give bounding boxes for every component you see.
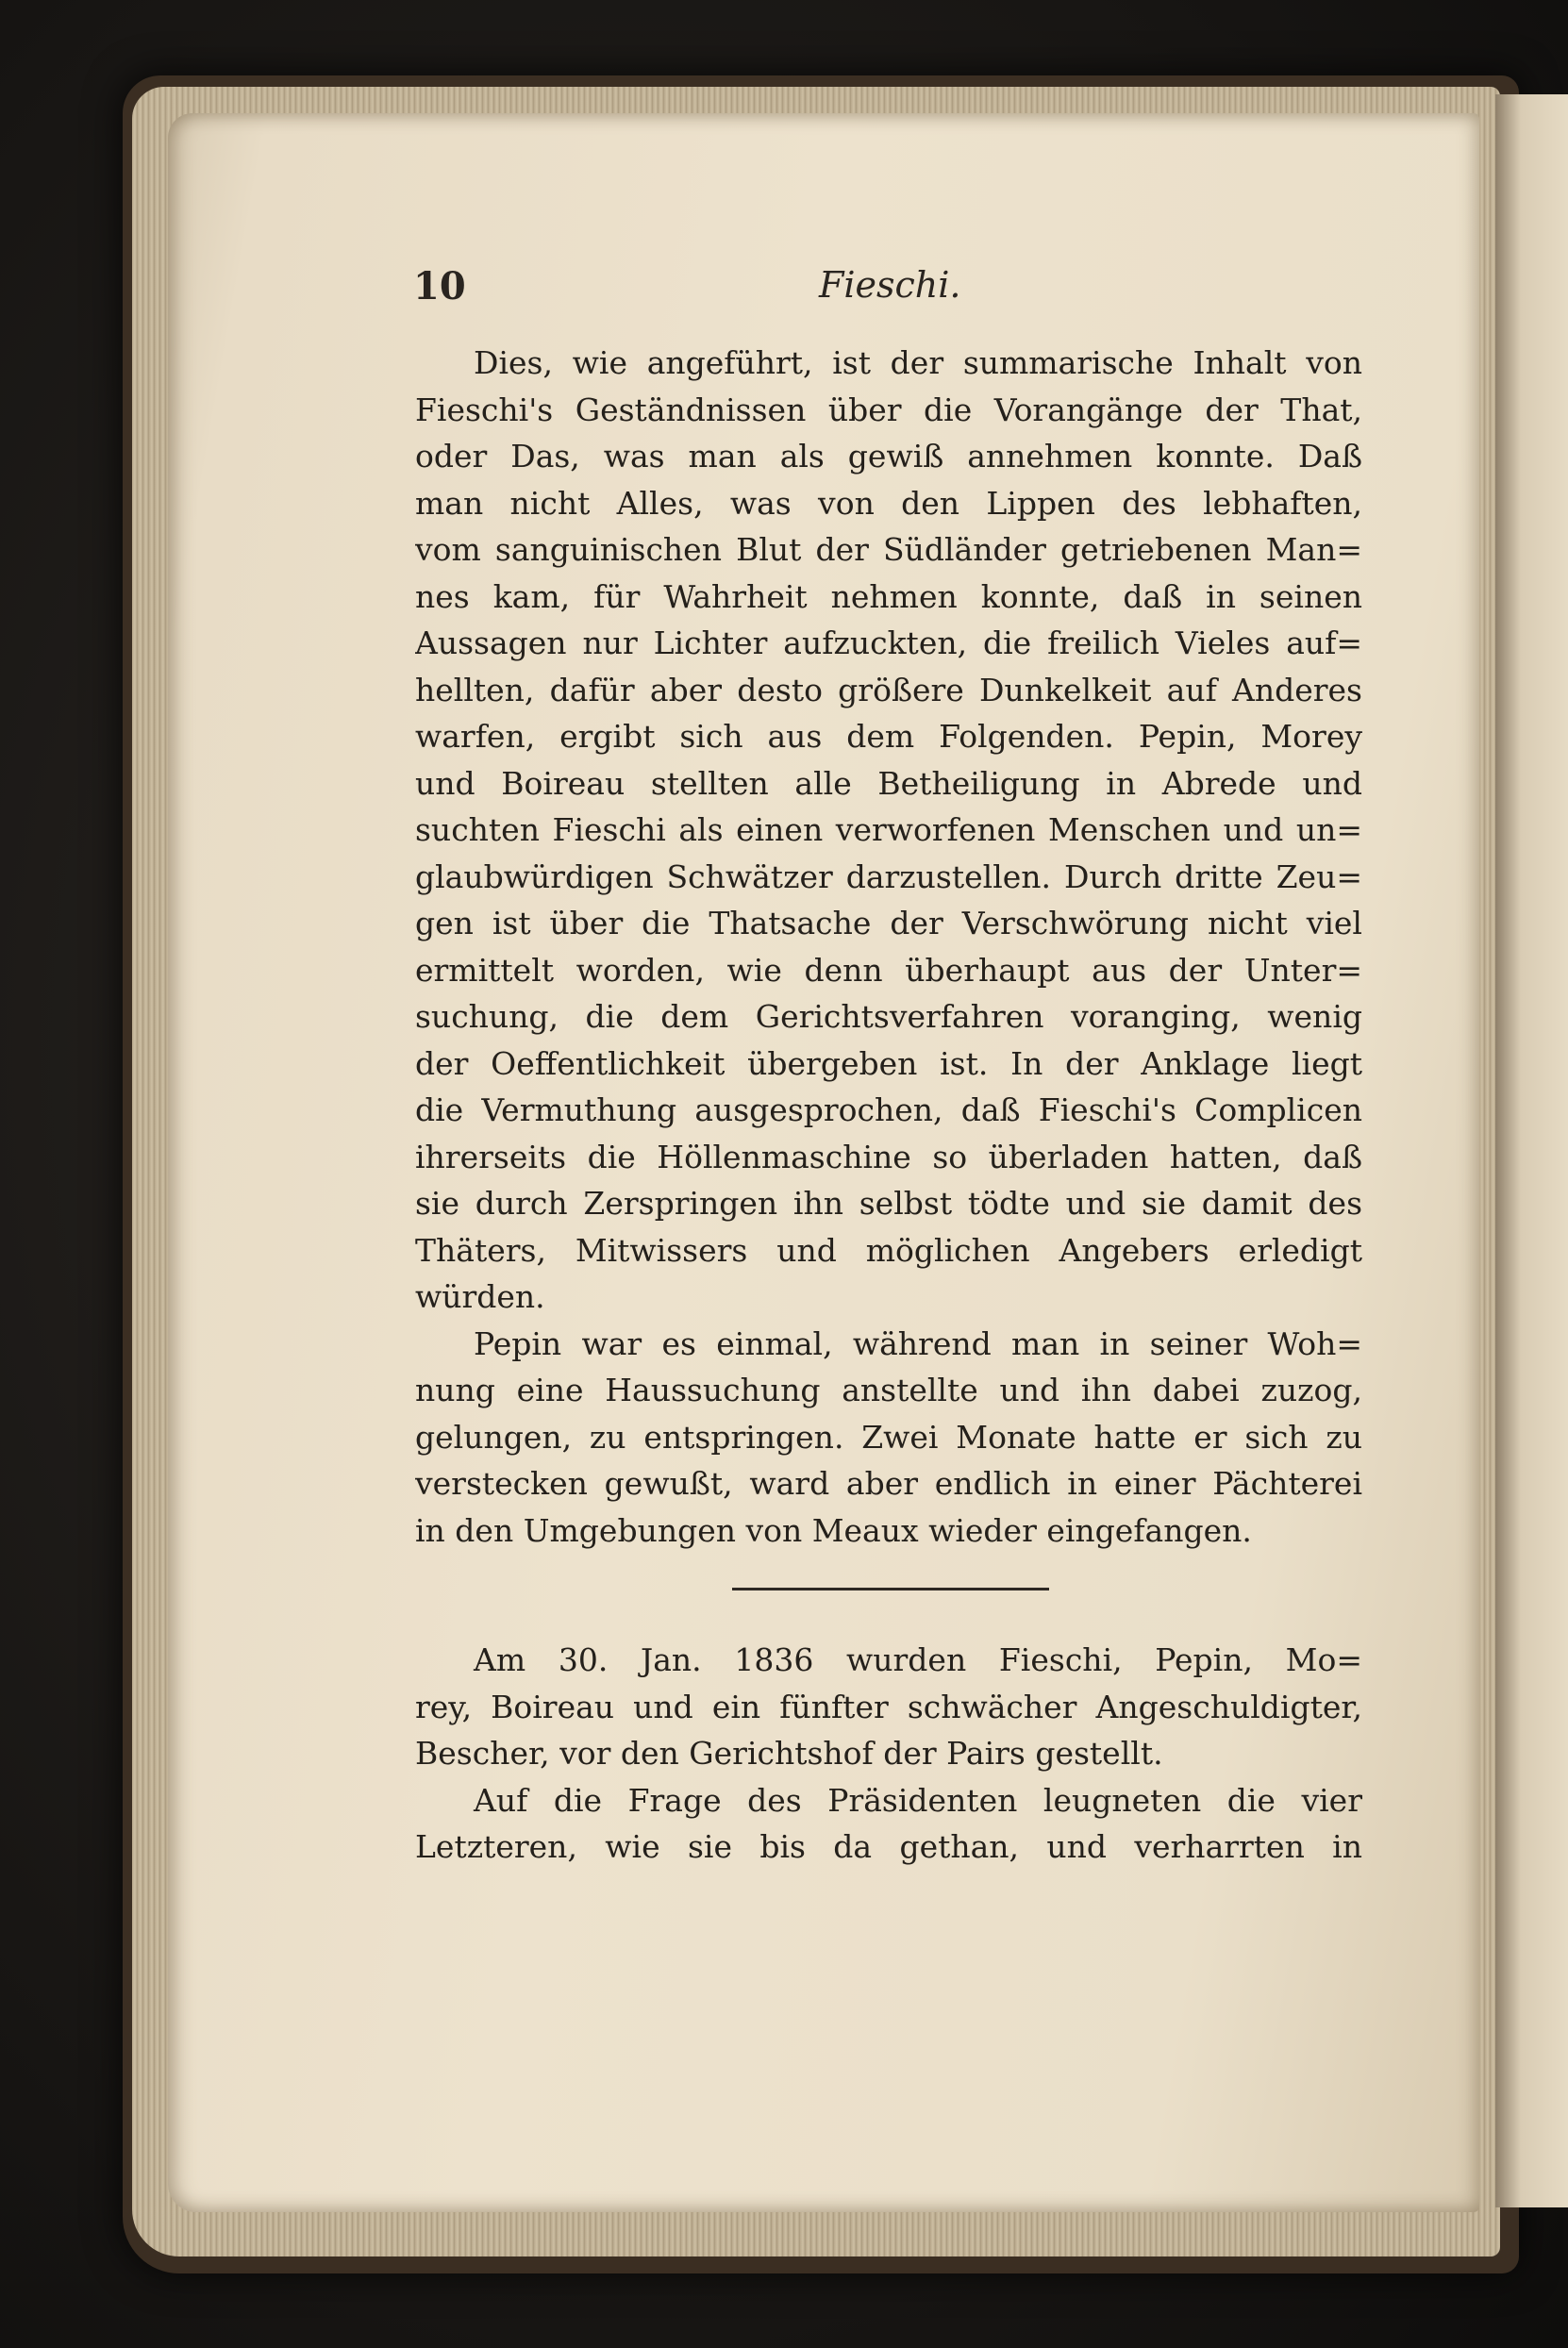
text-line: Auf die Frage des Präsidenten leugneten die vier [474, 1781, 1362, 1819]
text-line: warfen, ergibt sich aus dem Folgenden. Pepin, Morey [415, 718, 1362, 755]
text-line: sie durch Zerspringen ihn selbst tödte und sie damit des [415, 1185, 1362, 1222]
body-text [415, 340, 1362, 1871]
text-line: Am 30. Jan. 1836 wurden Fieschi, Pepin, Mo= [474, 1641, 1362, 1678]
text-line: Pepin war es einmal, während man in seiner Woh= [474, 1324, 1362, 1362]
paragraph [415, 1777, 1362, 1871]
paragraph [415, 1637, 1362, 1777]
paragraph [415, 1321, 1362, 1555]
text-line: Letzteren, wie sie bis da gethan, und verharrten in [415, 1828, 1362, 1865]
text-line: Thäters, Mitwissers und möglichen Angebers erledigt [415, 1231, 1362, 1269]
running-head [413, 264, 1366, 317]
text-line: in den Umgebungen von Meaux wieder eingefangen. [415, 1511, 1252, 1549]
text-line: rey, Boireau und ein fünfter schwächer Angeschuldigter, [415, 1688, 1362, 1725]
text-line: oder Das, was man als gewiß annehmen konnte. Daß [415, 438, 1362, 475]
text-line: verstecken gewußt, ward aber endlich in einer Pächterei [415, 1465, 1362, 1502]
text-line: der Oeffentlichkeit übergeben ist. In der Anklage liegt [415, 1044, 1362, 1082]
text-line: würden. [415, 1278, 545, 1315]
text-line: und Boireau stellten alle Betheiligung in Abrede und [415, 764, 1362, 802]
page-number: 10 [413, 264, 466, 308]
running-title: Fieschi. [819, 264, 961, 306]
text-line: suchung, die dem Gerichtsverfahren voranging, wenig [415, 998, 1362, 1035]
text-line: Bescher, vor den Gerichtshof der Pairs gestellt. [415, 1735, 1163, 1772]
text-line: nes kam, für Wahrheit nehmen konnte, daß in seinen [415, 577, 1362, 615]
text-line: nung eine Haussuchung anstellte und ihn dabei zuzog, [415, 1372, 1362, 1408]
text-line: suchten Fieschi als einen verworfenen Menschen und un= [415, 811, 1362, 848]
text-line: hellten, dafür aber desto größere Dunkelkeit auf Anderes [415, 671, 1362, 708]
text-line: die Vermuthung ausgesprochen, daß Fieschi's Complicen [415, 1091, 1362, 1128]
text-line: glaubwürdigen Schwätzer darzustellen. Durch dritte Zeu= [415, 858, 1362, 895]
text-line: Fieschi's Geständnissen über die Vorangänge der That, [415, 391, 1362, 428]
text-line: vom sanguinischen Blut der Südländer getriebenen Man= [415, 531, 1362, 568]
facing-page-edge [1495, 94, 1568, 2207]
section-break [415, 1554, 1362, 1629]
text-line: Dies, wie angeführt, ist der summarische Inhalt von [474, 344, 1362, 381]
text-line: gen ist über die Thatsache der Verschwörung nicht viel [415, 905, 1362, 941]
text-line: ihrerseits die Höllenmaschine so überladen hatten, daß [415, 1138, 1362, 1175]
text-line: man nicht Alles, was von den Lippen des lebhaften, [415, 484, 1362, 522]
paragraph [415, 340, 1362, 1321]
text-line: Aussagen nur Lichter aufzuckten, die freilich Vieles auf= [415, 624, 1362, 661]
text-line: gelungen, zu entspringen. Zwei Monate hatte er sich zu [415, 1418, 1362, 1456]
section-rule [732, 1588, 1049, 1590]
text-line: ermittelt worden, wie denn überhaupt aus der Unter= [415, 951, 1362, 989]
